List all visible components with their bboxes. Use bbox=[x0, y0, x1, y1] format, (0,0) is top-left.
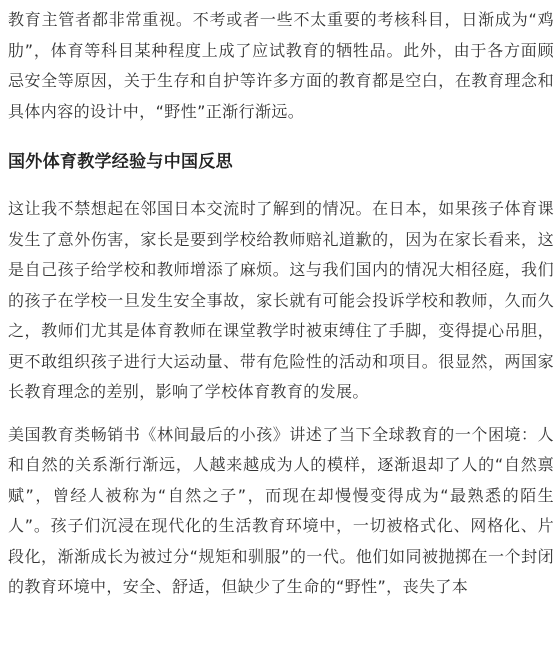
paragraph-2: 这让我不禁想起在邻国日本交流时了解到的情况。在日本，如果孩子体育课发生了意外伤害，家长是要到学校给教师赔礼道歉的，因为在家长看来，这是自己孩子给学校和教师增添了麻烦。这与我们国内的情况大相径庭，我们的孩子在学校一旦发生安全事故，家长就有可能会投诉学校和教师，久而久之，教师们尤其是体育教师在课堂教学时被束缚住了手脚，变得提心吊胆，更不敢组织孩子进行大运动量、带有危险性的活动和项目。很显然，两国家长教育理念的差别，影响了学校体育教育的发展。 bbox=[8, 199, 554, 401]
section-heading: 国外体育教学经验与中国反思 bbox=[8, 152, 233, 172]
article-body bbox=[8, 0, 554, 603]
paragraph-3: 美国教育类畅销书《林间最后的小孩》讲述了当下全球教育的一个困境：人和自然的关系渐行渐远，人越来越成为人的模样，逐渐退却了人的“自然禀赋”，曾经人被称为“自然之子”，而现在却慢慢变得成为“最熟悉的陌生人”。孩子们沉浸在现代化的生活教育环境中，一切被格式化、网格化、片段化，渐渐成长为被过分“规矩和驯服”的一代。他们如同被抛掷在一个封闭的教育环境中，安全、舒适，但缺少了生命的“野性”，丧失了本 bbox=[8, 424, 554, 596]
paragraph-1: 教育主管者都非常重视。不考或者一些不太重要的考核科目，日渐成为“鸡肋”，体育等科目某种程度上成了应试教育的牺牲品。此外，由于各方面顾忌安全等原因，关于生存和自护等许多方面的教育都是空白，在教育理念和具体内容的设计中，“野性”正渐行渐远。 bbox=[8, 10, 554, 121]
